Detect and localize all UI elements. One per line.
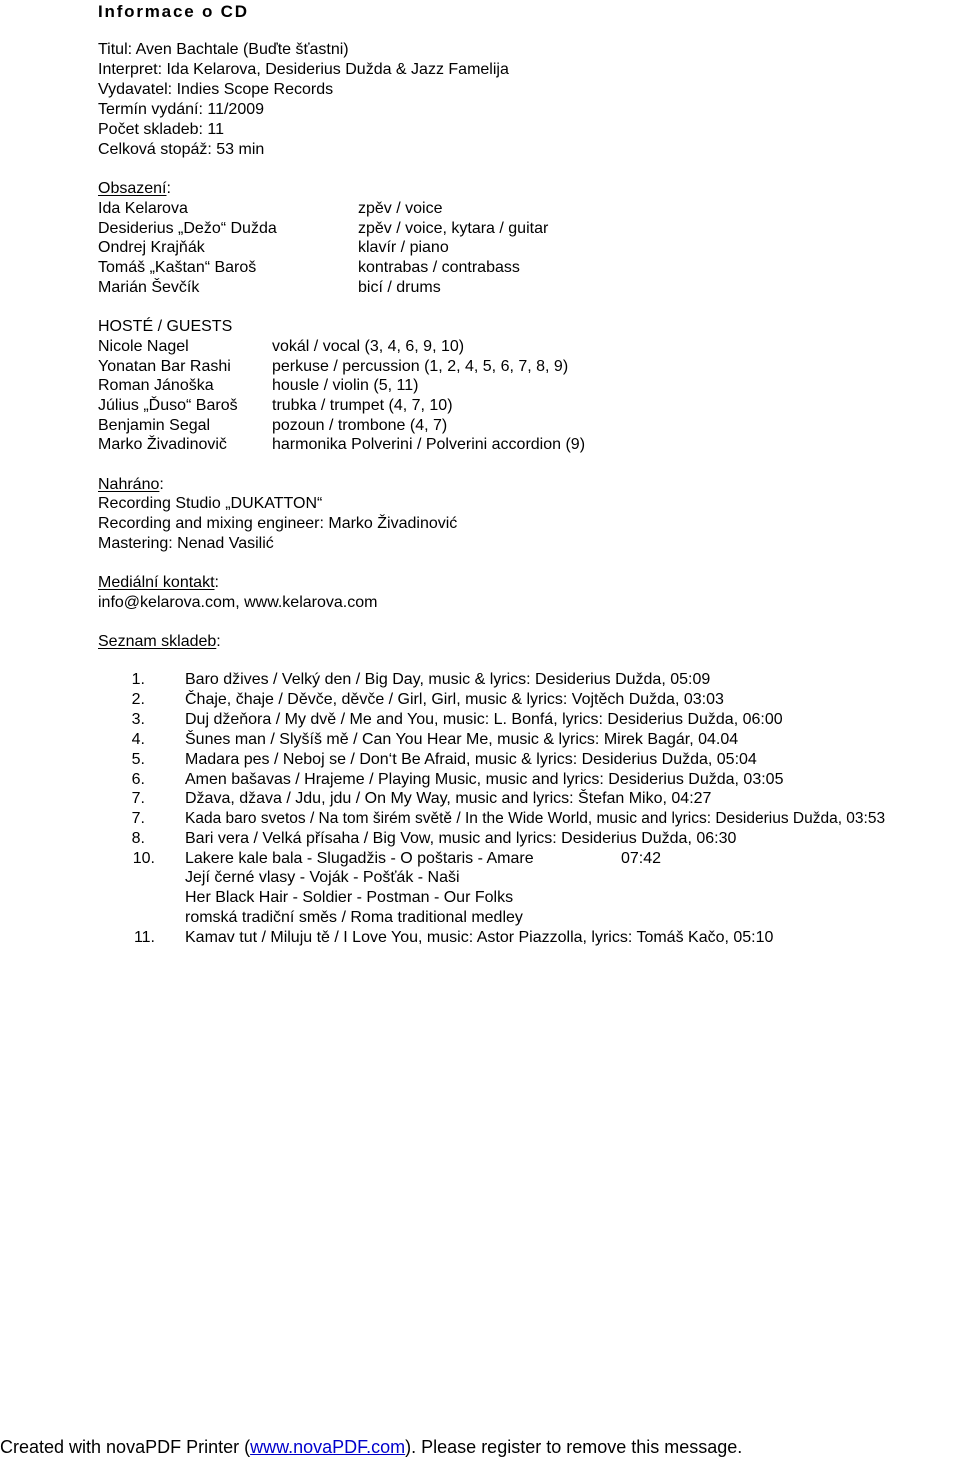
track-title: Baro džives / Velký den / Big Day, music & lyrics: Desiderius Dužda, 05:09 <box>185 671 711 688</box>
track-row <box>0 690 960 710</box>
track-title: Her Black Hair - Soldier - Postman - Our Folks <box>185 889 514 906</box>
guest-role: perkuse / percussion (1, 2, 4, 5, 6, 7, 8, 9) <box>272 358 569 375</box>
tracklist-label-colon: : <box>216 633 221 650</box>
notice-suffix: ). Please register to remove this message. <box>405 1437 743 1457</box>
info-performer: Interpret: Ida Kelarova, Desiderius Dužda & Jazz Famelija <box>98 61 509 78</box>
track-number: 5. <box>131 751 145 768</box>
guest-role: housle / violin (5, 11) <box>272 377 419 394</box>
guest-role: pozoun / trombone (4, 7) <box>272 417 448 434</box>
track-title: Amen bašavas / Hrajeme / Playing Music, music and lyrics: Desiderius Dužda, 03:05 <box>185 771 784 788</box>
info-track-count: Počet skladeb: 11 <box>98 121 225 138</box>
track-number: 8. <box>131 830 145 847</box>
track-title: Džava, džava / Jdu, jdu / On My Way, music and lyrics: Štefan Miko, 04:27 <box>185 790 712 807</box>
track-number: 2. <box>131 691 145 708</box>
track-number: 10. <box>132 850 155 867</box>
track-number: 6. <box>131 771 145 788</box>
track-title: Čhaje, čhaje / Děvče, děvče / Girl, Girl, music & lyrics: Vojtěch Dužda, 03:03 <box>185 691 724 708</box>
track-number: 1. <box>131 671 145 688</box>
track-number: 3. <box>131 711 145 728</box>
lineup-member-name: Tomáš „Kaštan“ Baroš <box>98 259 257 276</box>
track-duration: 07:42 <box>621 850 662 867</box>
page-title: Informace o CD <box>98 2 249 21</box>
guest-name: Yonatan Bar Rashi <box>98 358 231 375</box>
recorded-heading <box>98 475 164 495</box>
track-row <box>0 730 960 750</box>
recorded-label: Nahráno <box>98 476 160 493</box>
track-title: Madara pes / Neboj se / Don‘t Be Afraid, music & lyrics: Desiderius Dužda, 05:04 <box>185 751 757 768</box>
info-publisher: Vydavatel: Indies Scope Records <box>98 81 334 98</box>
novapdf-link[interactable]: www.novaPDF.com <box>250 1437 406 1457</box>
guest-role: harmonika Polverini / Polverini accordion (9) <box>272 436 586 453</box>
track-number: 7. <box>131 810 145 827</box>
tracklist-heading <box>98 632 221 652</box>
guest-name: Benjamin Segal <box>98 417 211 434</box>
info-release-date: Termín vydání: 11/2009 <box>98 101 265 118</box>
media-heading <box>98 573 219 593</box>
lineup-member-name: Marián Ševčík <box>98 279 200 296</box>
track-row <box>0 750 960 770</box>
lineup-label: Obsazení <box>98 180 167 197</box>
media-label: Mediální kontakt <box>98 574 215 591</box>
track-title: Bari vera / Velká přísaha / Big Vow, music and lyrics: Desiderius Dužda, 06:30 <box>185 830 737 847</box>
guest-name: Július „Ďuso“ Baroš <box>98 397 238 414</box>
track-row <box>0 770 960 790</box>
track-row <box>0 829 960 849</box>
pdf-printer-notice <box>0 1436 742 1458</box>
track-title: Lakere kale bala - Slugadžis - O poštaris - Amare <box>185 850 534 867</box>
guest-name: Roman Jánoška <box>98 377 214 394</box>
lineup-member-name: Ondrej Krajňák <box>98 239 205 256</box>
lineup-member-role: zpěv / voice, kytara / guitar <box>358 220 549 237</box>
recorded-label-colon: : <box>159 476 164 493</box>
track-title: romská tradiční směs / Roma traditional medley <box>185 909 523 926</box>
track-row <box>0 888 960 908</box>
recorded-mastering: Mastering: Nenad Vasilić <box>98 535 274 552</box>
track-number: 11. <box>133 929 155 946</box>
lineup-member-name: Desiderius „Dežo“ Dužda <box>98 220 277 237</box>
guest-role: trubka / trumpet (4, 7, 10) <box>272 397 453 414</box>
lineup-member-name: Ida Kelarova <box>98 200 188 217</box>
track-row <box>0 670 960 690</box>
lineup-member-role: zpěv / voice <box>358 200 443 217</box>
media-contact: info@kelarova.com, www.kelarova.com <box>98 594 378 611</box>
track-number: 4. <box>131 731 145 748</box>
recorded-engineer: Recording and mixing engineer: Marko Živadinović <box>98 515 458 532</box>
guests-heading: HOSTÉ / GUESTS <box>98 318 233 335</box>
lineup-label-colon: : <box>166 180 171 197</box>
guest-name: Nicole Nagel <box>98 338 189 355</box>
lineup-member-role: klavír / piano <box>358 239 449 256</box>
notice-prefix: Created with novaPDF Printer ( <box>0 1437 251 1457</box>
track-row <box>0 849 960 869</box>
track-row <box>0 928 960 948</box>
lineup-member-role: bicí / drums <box>358 279 441 296</box>
lineup-heading <box>98 179 171 199</box>
track-number: 7. <box>131 790 145 807</box>
track-title: Duj džeňora / My dvě / Me and You, music: L. Bonfá, lyrics: Desiderius Dužda, 06:00 <box>185 711 783 728</box>
track-title: Kamav tut / Miluju tě / I Love You, music: Astor Piazzolla, lyrics: Tomáš Kačo, 05:10 <box>185 929 774 946</box>
track-row <box>0 868 960 888</box>
tracklist-label: Seznam skladeb <box>98 633 217 650</box>
track-row <box>0 789 960 809</box>
track-title: Kada baro svetos / Na tom širém světě / In the Wide World, music and lyrics: Desiderius Dužda, 03:53 <box>185 810 886 827</box>
info-total-length: Celková stopáž: 53 min <box>98 141 265 158</box>
guest-role: vokál / vocal (3, 4, 6, 9, 10) <box>272 338 465 355</box>
track-title: Její černé vlasy - Voják - Pošťák - Naši <box>185 869 460 886</box>
track-title: Šunes man / Slyšíš mě / Can You Hear Me, music & lyrics: Mirek Bagár, 04.04 <box>185 731 739 748</box>
recorded-studio: Recording Studio „DUKATTON“ <box>98 495 323 512</box>
track-row <box>0 908 960 928</box>
track-row <box>0 809 960 829</box>
lineup-member-role: kontrabas / contrabass <box>358 259 520 276</box>
info-title: Titul: Aven Bachtale (Buďte šťastni) <box>98 41 349 58</box>
guest-name: Marko Živadinovič <box>98 436 227 453</box>
media-label-colon: : <box>214 574 219 591</box>
track-row <box>0 710 960 730</box>
